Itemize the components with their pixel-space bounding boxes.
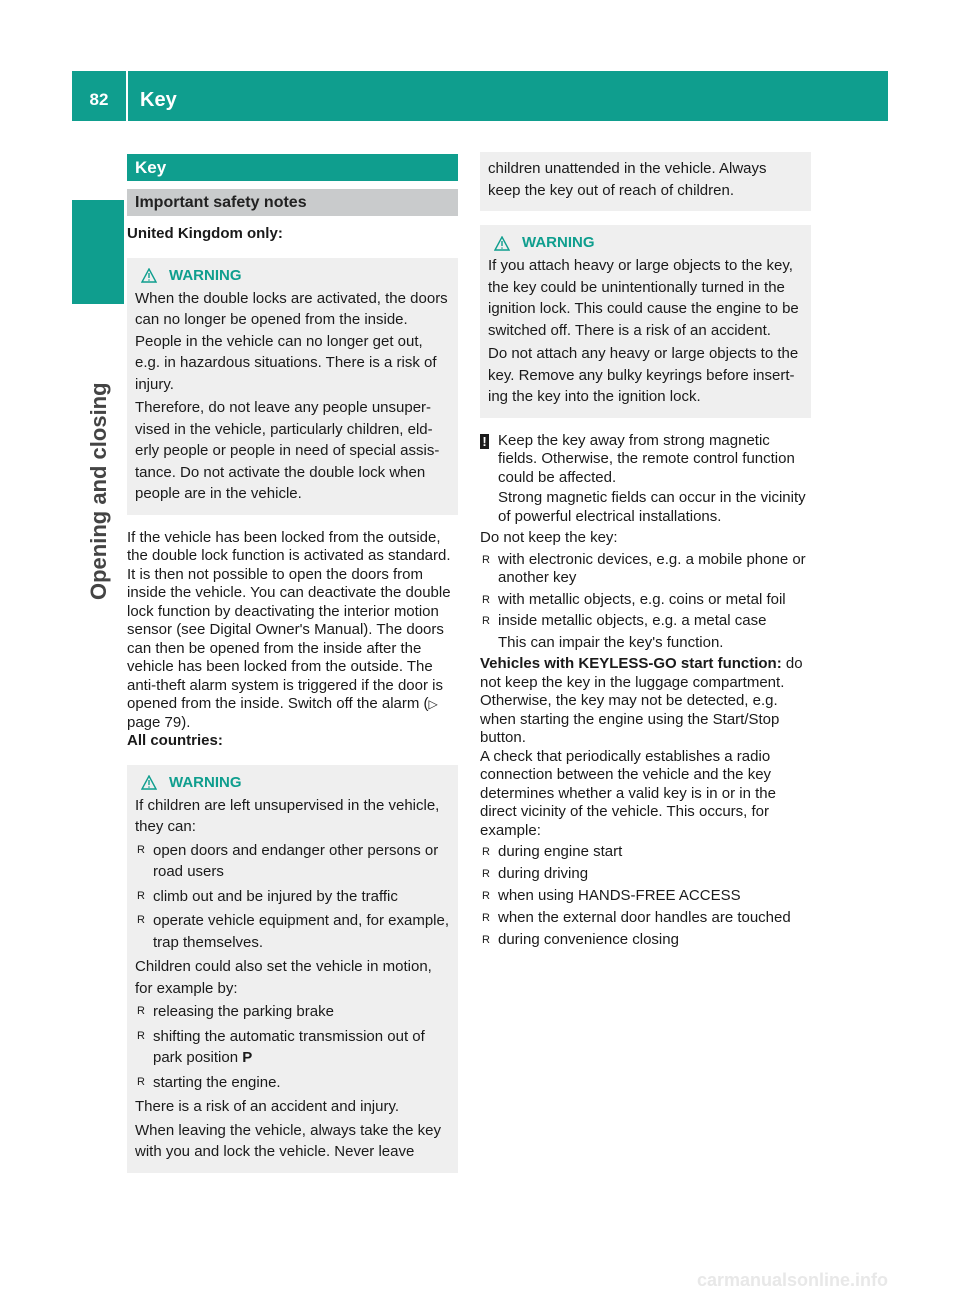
page-number: 82	[89, 90, 109, 109]
list-item: R shifting the automatic transmission out of park position P	[137, 1027, 425, 1066]
bullet-r-icon: R	[482, 553, 490, 566]
warning-text: Do not attach any heavy or large objects to the key. Remove any bulky keyrings before inserting the key into the ignition lock.	[488, 345, 799, 405]
warning-box-double-lock	[127, 258, 458, 515]
list-item: R climb out and be injured by the traffic	[135, 886, 450, 908]
list-item: R inside metallic objects, e.g. a metal case	[482, 612, 767, 629]
warning-text: When the double locks are activated, the doors can no longer be opened from the inside. People in the vehicle can no longer get out, e.g. in hazardous situations. There is a risk of injury.	[135, 289, 448, 393]
section-title: Key	[127, 154, 458, 181]
header-divider	[126, 71, 128, 121]
all-countries-label: All countries:	[127, 732, 223, 749]
warning-text: children unattended in the vehicle. Always keep the key out of reach of children.	[488, 160, 767, 199]
list-item: R with metallic objects, e.g. coins or metal foil	[482, 590, 786, 608]
uk-only-label: United Kingdom only:	[127, 225, 283, 242]
bullet-r-icon: R	[482, 890, 490, 902]
notice-text: Strong magnetic fields can occur in the vicinity of powerful electrical installations.	[498, 489, 806, 525]
bullet-r-icon: R	[482, 868, 490, 880]
bullet-r-icon: R	[482, 846, 490, 858]
bold-lead: Vehicles with KEYLESS-GO start function:	[480, 655, 782, 672]
body-paragraph	[127, 529, 458, 733]
warning-triangle-icon	[141, 268, 157, 283]
list-item: R operate vehicle equipment and, for example, trap themselves.	[137, 912, 450, 951]
list-item: R during driving	[482, 865, 589, 882]
warning-text: If children are left unsupervised in the vehicle, they can:	[135, 796, 440, 835]
bullet-r-icon: R	[482, 912, 490, 924]
body-text: do not keep the key in the luggage compartment. Otherwise, the key may not be detected, e.g. when starting the engine using the Start/Stop button.	[480, 655, 803, 746]
body-text: If the vehicle has been locked from the outside, the double lock function is activated as standard. It is then not possible to open the doors from inside the vehicle. You can deactivate the double lock function by deactivating the interior motion sensor (see Digital Owner's Manual). The doors can then be opened from the inside after the vehicle has been locked from the outside. The anti-theft alarm system is triggered if the door is opened from the inside. Switch off the alarm (	[127, 528, 451, 712]
bullet-list	[480, 843, 811, 950]
body-text: Do not keep the key:	[480, 529, 618, 546]
bullet-r-icon: R	[137, 1005, 145, 1017]
warning-triangle-icon	[141, 775, 157, 790]
list-item: R releasing the parking brake	[135, 1001, 450, 1023]
notice-block	[480, 432, 811, 527]
subsection-title: Important safety notes	[127, 189, 458, 216]
bullet-r-icon: R	[482, 934, 490, 946]
warning-triangle-icon	[494, 236, 510, 251]
warning-text: Children could also set the vehicle in motion, for example by:	[135, 958, 432, 997]
bullet-r-icon: R	[482, 615, 490, 627]
body-text: page 79).	[127, 713, 191, 731]
bullet-list	[135, 840, 450, 954]
body-text: This can impair the key's function.	[498, 633, 724, 651]
page-ref-icon: ▷	[428, 697, 438, 711]
warning-label: WARNING	[169, 773, 242, 791]
warning-text: Therefore, do not leave any people unsupervised in the vehicle, particularly children, elderly people or people in need of special assistance. Do not activate the double lock when people are in the vehicle.	[135, 399, 440, 502]
left-column	[127, 154, 458, 1173]
bullet-r-icon: R	[137, 889, 145, 902]
list-item: R during convenience closing	[482, 931, 679, 948]
warning-box-key-objects	[480, 225, 811, 418]
bullet-r-icon: R	[482, 593, 490, 606]
bullet-list	[480, 551, 811, 631]
right-column	[480, 152, 811, 953]
body-text: A check that periodically establishes a radio connection between the vehicle and the key determines whether a valid key is in or in the direct vicinity of the vehicle. This occurs, for example:	[480, 747, 776, 839]
warning-box-continued	[480, 152, 811, 211]
list-item: R starting the engine.	[135, 1072, 450, 1094]
warning-box-children	[127, 765, 458, 1173]
bullet-r-icon: R	[137, 914, 145, 926]
notice-exclamation-icon: !	[480, 434, 489, 449]
bullet-r-icon: R	[137, 1075, 145, 1088]
warning-label: WARNING	[522, 234, 595, 252]
warning-header	[488, 231, 803, 255]
bullet-r-icon: R	[137, 843, 145, 856]
list-item: R during engine start	[482, 843, 623, 860]
watermark: carmanualsonline.info	[696, 1270, 888, 1290]
warning-header	[135, 264, 450, 288]
bullet-r-icon: R	[137, 1029, 145, 1042]
list-item: R open doors and endanger other persons or road users	[137, 841, 439, 880]
header-title: Key	[140, 89, 177, 111]
body-paragraph	[480, 655, 811, 748]
list-item: R when the external door handles are touched	[482, 909, 791, 926]
warning-header	[135, 771, 450, 795]
chapter-tab	[72, 200, 124, 304]
list-item: R when using HANDS-FREE ACCESS	[482, 887, 741, 904]
warning-text: When leaving the vehicle, always take the key with you and lock the vehicle. Never leave	[135, 1121, 441, 1160]
warning-text: If you attach heavy or large objects to the key, the key could be unintentionally turned in the ignition lock. This could cause the engine to be switched off. There is a risk of an accident.	[488, 257, 799, 339]
header-bar	[72, 71, 888, 121]
list-item: R with electronic devices, e.g. a mobile phone or another key	[482, 550, 806, 586]
warning-label: WARNING	[169, 266, 242, 284]
chapter-label-text: Opening and closing	[86, 382, 111, 600]
bullet-list	[135, 1001, 450, 1093]
warning-text: There is a risk of an accident and injury.	[135, 1098, 400, 1115]
notice-text: Keep the key away from strong magnetic fields. Otherwise, the remote control function could be affected.	[498, 431, 795, 486]
